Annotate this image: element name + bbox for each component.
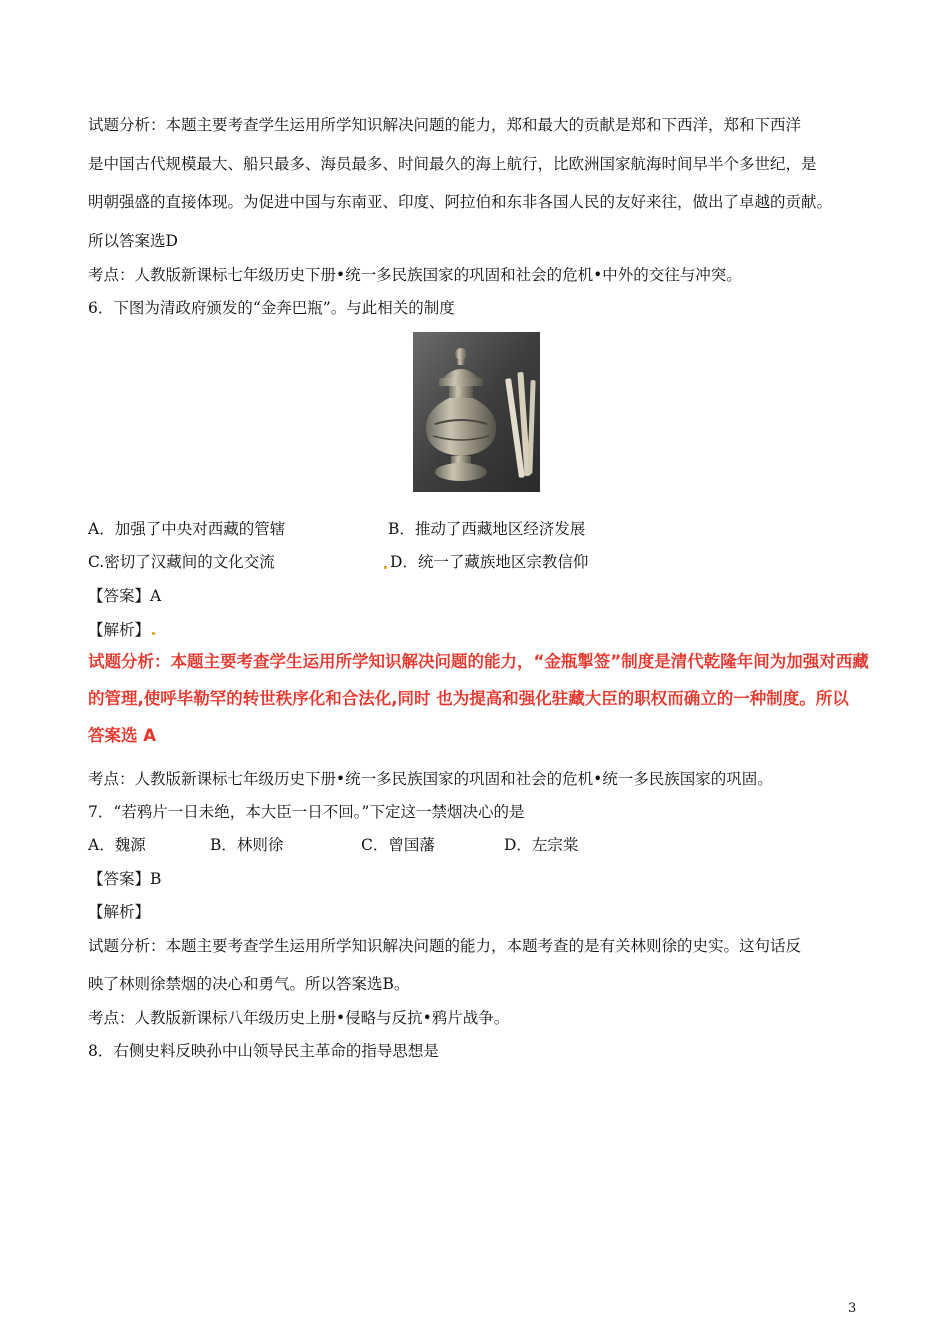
q5-analysis-line-4: 所以答案选D bbox=[88, 232, 178, 250]
q5-analysis-line-1: 试题分析：本题主要考查学生运用所学知识解决问题的能力，郑和最大的贡献是郑和下西洋，郑和下西洋 bbox=[88, 116, 802, 134]
q7-analysis-label: 【解析】 bbox=[88, 903, 151, 921]
q6-kaodian: 考点：人教版新课标七年级历史下册•统一多民族国家的巩固和社会的危机•统一多民族国家的巩固。 bbox=[88, 770, 773, 788]
q6-answer: 【答案】A bbox=[88, 587, 162, 605]
stray-mark bbox=[384, 566, 387, 569]
q8-question: 8．右侧史料反映孙中山领导民主革命的指导思想是 bbox=[88, 1042, 439, 1060]
q7-option-a: A．魏源 bbox=[88, 836, 146, 854]
q7-option-d: D．左宗棠 bbox=[504, 836, 579, 854]
q5-kaodian: 考点：人教版新课标七年级历史下册•统一多民族国家的巩固和社会的危机•中外的交往与冲突。 bbox=[88, 266, 742, 284]
page-number: 3 bbox=[848, 1301, 857, 1316]
golden-urn-photo bbox=[413, 332, 540, 492]
q7-option-b: B．林则徐 bbox=[210, 836, 284, 854]
q7-answer: 【答案】B bbox=[88, 870, 162, 888]
q5-analysis-line-3: 明朝强盛的直接体现。为促进中国与东南亚、印度、阿拉伯和东非各国人民的友好来往，做出了卓越的贡献。 bbox=[88, 193, 833, 211]
q7-kaodian: 考点：人教版新课标八年级历史上册•侵略与反抗•鸦片战争。 bbox=[88, 1009, 510, 1027]
q7-analysis-line-2: 映了林则徐禁烟的决心和勇气。所以答案选B。 bbox=[88, 975, 410, 993]
q7-question: 7．“若鸦片一日未绝，本大臣一日不回。”下定这一禁烟决心的是 bbox=[88, 803, 525, 821]
q6-option-a: A．加强了中央对西藏的管辖 bbox=[88, 520, 286, 538]
q6-option-d: D．统一了藏族地区宗教信仰 bbox=[390, 553, 589, 571]
q6-analysis-line-2: 的管理,使呼毕勒罕的转世秩序化和合法化,同时 也为提高和强化驻藏大臣的职权而确立的一种制度。所以 bbox=[88, 689, 849, 708]
q6-question: 6．下图为清政府颁发的“金奔巴瓶”。与此相关的制度 bbox=[88, 299, 455, 317]
q6-analysis-line-3: 答案选 A bbox=[88, 726, 157, 745]
q5-analysis-line-2: 是中国古代规模最大、船只最多、海员最多、时间最久的海上航行，比欧洲国家航海时间早半个多世纪，是 bbox=[88, 155, 817, 173]
q6-analysis-line-1: 试题分析：本题主要考查学生运用所学知识解决问题的能力，“金瓶掣签”制度是清代乾隆年间为加强对西藏 bbox=[88, 652, 869, 671]
q6-analysis-label: 【解析】 bbox=[88, 621, 151, 639]
stray-mark bbox=[152, 632, 155, 635]
q7-option-c: C．曾国藩 bbox=[361, 836, 435, 854]
q6-option-b: B．推动了西藏地区经济发展 bbox=[388, 520, 586, 538]
q6-option-c: C.密切了汉藏间的文化交流 bbox=[88, 553, 275, 571]
q7-analysis-line-1: 试题分析：本题主要考查学生运用所学知识解决问题的能力，本题考查的是有关林则徐的史实。这句话反 bbox=[88, 937, 802, 955]
